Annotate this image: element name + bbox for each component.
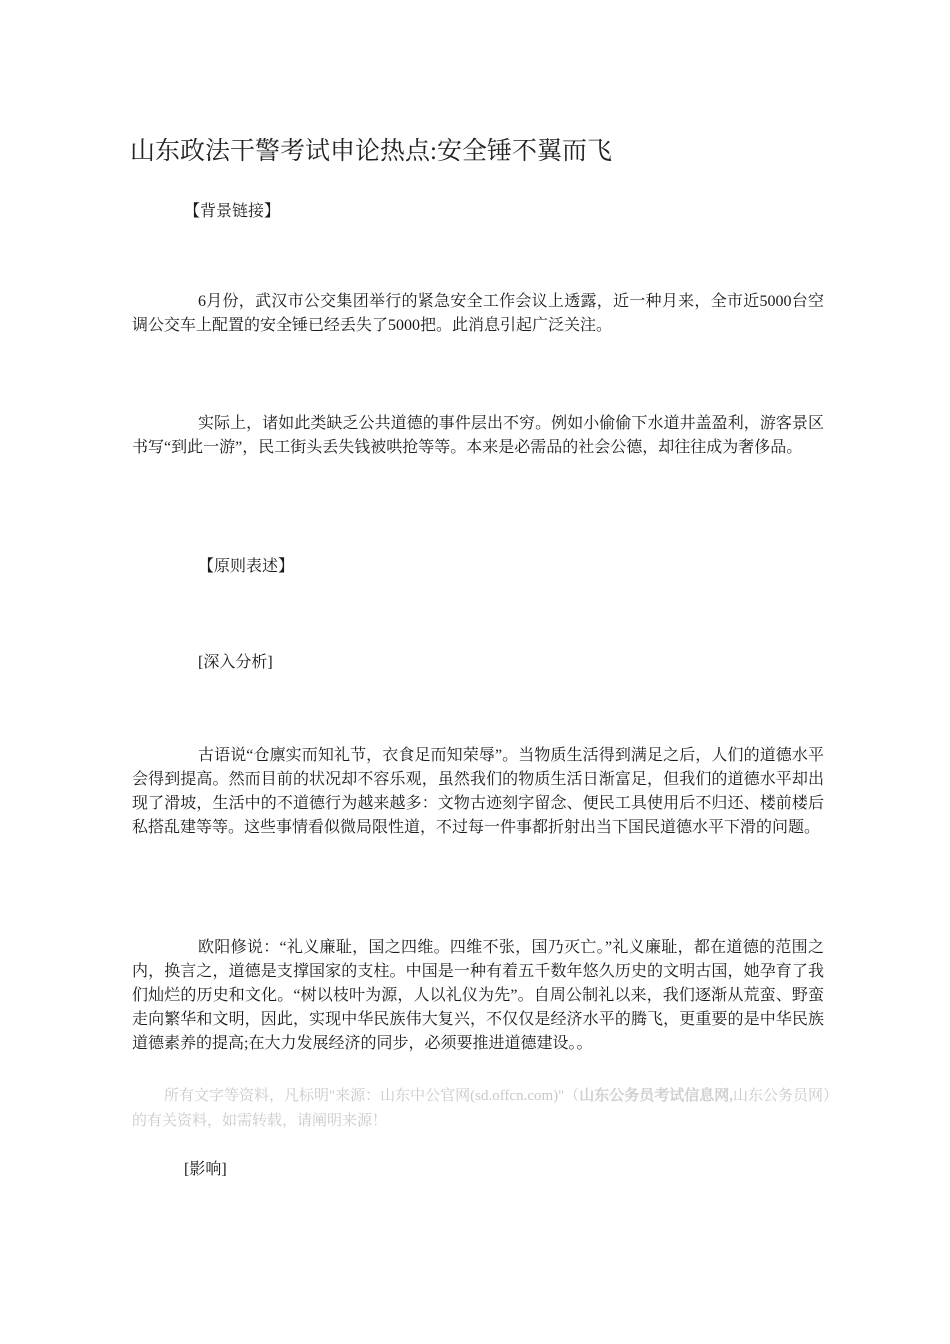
heading-principle: 【原则表述】 xyxy=(198,558,295,575)
heading-impact: [影响] xyxy=(184,1161,227,1178)
paragraph-1: 6月份，武汉市公交集团举行的紧急安全工作会议上透露，近一种月来，全市近5000台空调公交车上配置的安全锤已经丢失了5000把。此消息引起广泛关注。 xyxy=(132,293,824,334)
watermark-text-after: 山东公务员网）的有关资料，如需转载，请阐明来源！ xyxy=(132,1088,831,1129)
paragraph-4: 欧阳修说：“礼义廉耻，国之四维。四维不张，国乃灭亡。”礼义廉耻，都在道德的范围之内，换言之，道德是支撑国家的支柱。中国是一种有着五千数年悠久历史的文明古国，她孕育了我们灿烂的历史和文化。“树以枝叶为源，人以礼仪为先”。自周公制礼以来，我们逐渐从荒蛮、野蛮走向繁华和文明，因此，实现中华民族伟大复兴，不仅仅是经济水平的腾飞，更重要的是中华民族道德素养的提高;在大力发展经济的同步，必须要推进道德建设。。 xyxy=(132,939,824,1052)
document-title: 山东政法干警考试申论热点:安全锤不翼而飞 xyxy=(130,138,612,165)
paragraph-2: 实际上，诸如此类缺乏公共道德的事件层出不穷。例如小偷偷下水道井盖盈利，游客景区书写“到此一游”，民工街头丢失钱被哄抢等等。本来是必需品的社会公德，却往往成为奢侈品。 xyxy=(132,415,824,456)
heading-analysis: [深入分析] xyxy=(198,654,273,671)
paragraph-3: 古语说“仓廪实而知礼节，衣食足而知荣辱”。当物质生活得到满足之后，人们的道德水平会得到提高。然而目前的状况却不容乐观，虽然我们的物质生活日渐富足，但我们的道德水平却出现了滑坡，生活中的不道德行为越来越多：文物古迹刻字留念、便民工具使用后不归还、楼前楼后私搭乱建等等。这些事情看似微局限性道，不过每一件事都折射出当下国民道德水平下滑的问题。 xyxy=(132,747,824,836)
source-watermark xyxy=(132,1084,832,1134)
watermark-text-before: 所有文字等资料，凡标明"来源：山东中公官网(sd.offcn.com)"（ xyxy=(164,1088,580,1104)
watermark-bold-text: 山东公务员考试信息网, xyxy=(579,1088,734,1104)
heading-background: 【背景链接】 xyxy=(184,203,281,220)
